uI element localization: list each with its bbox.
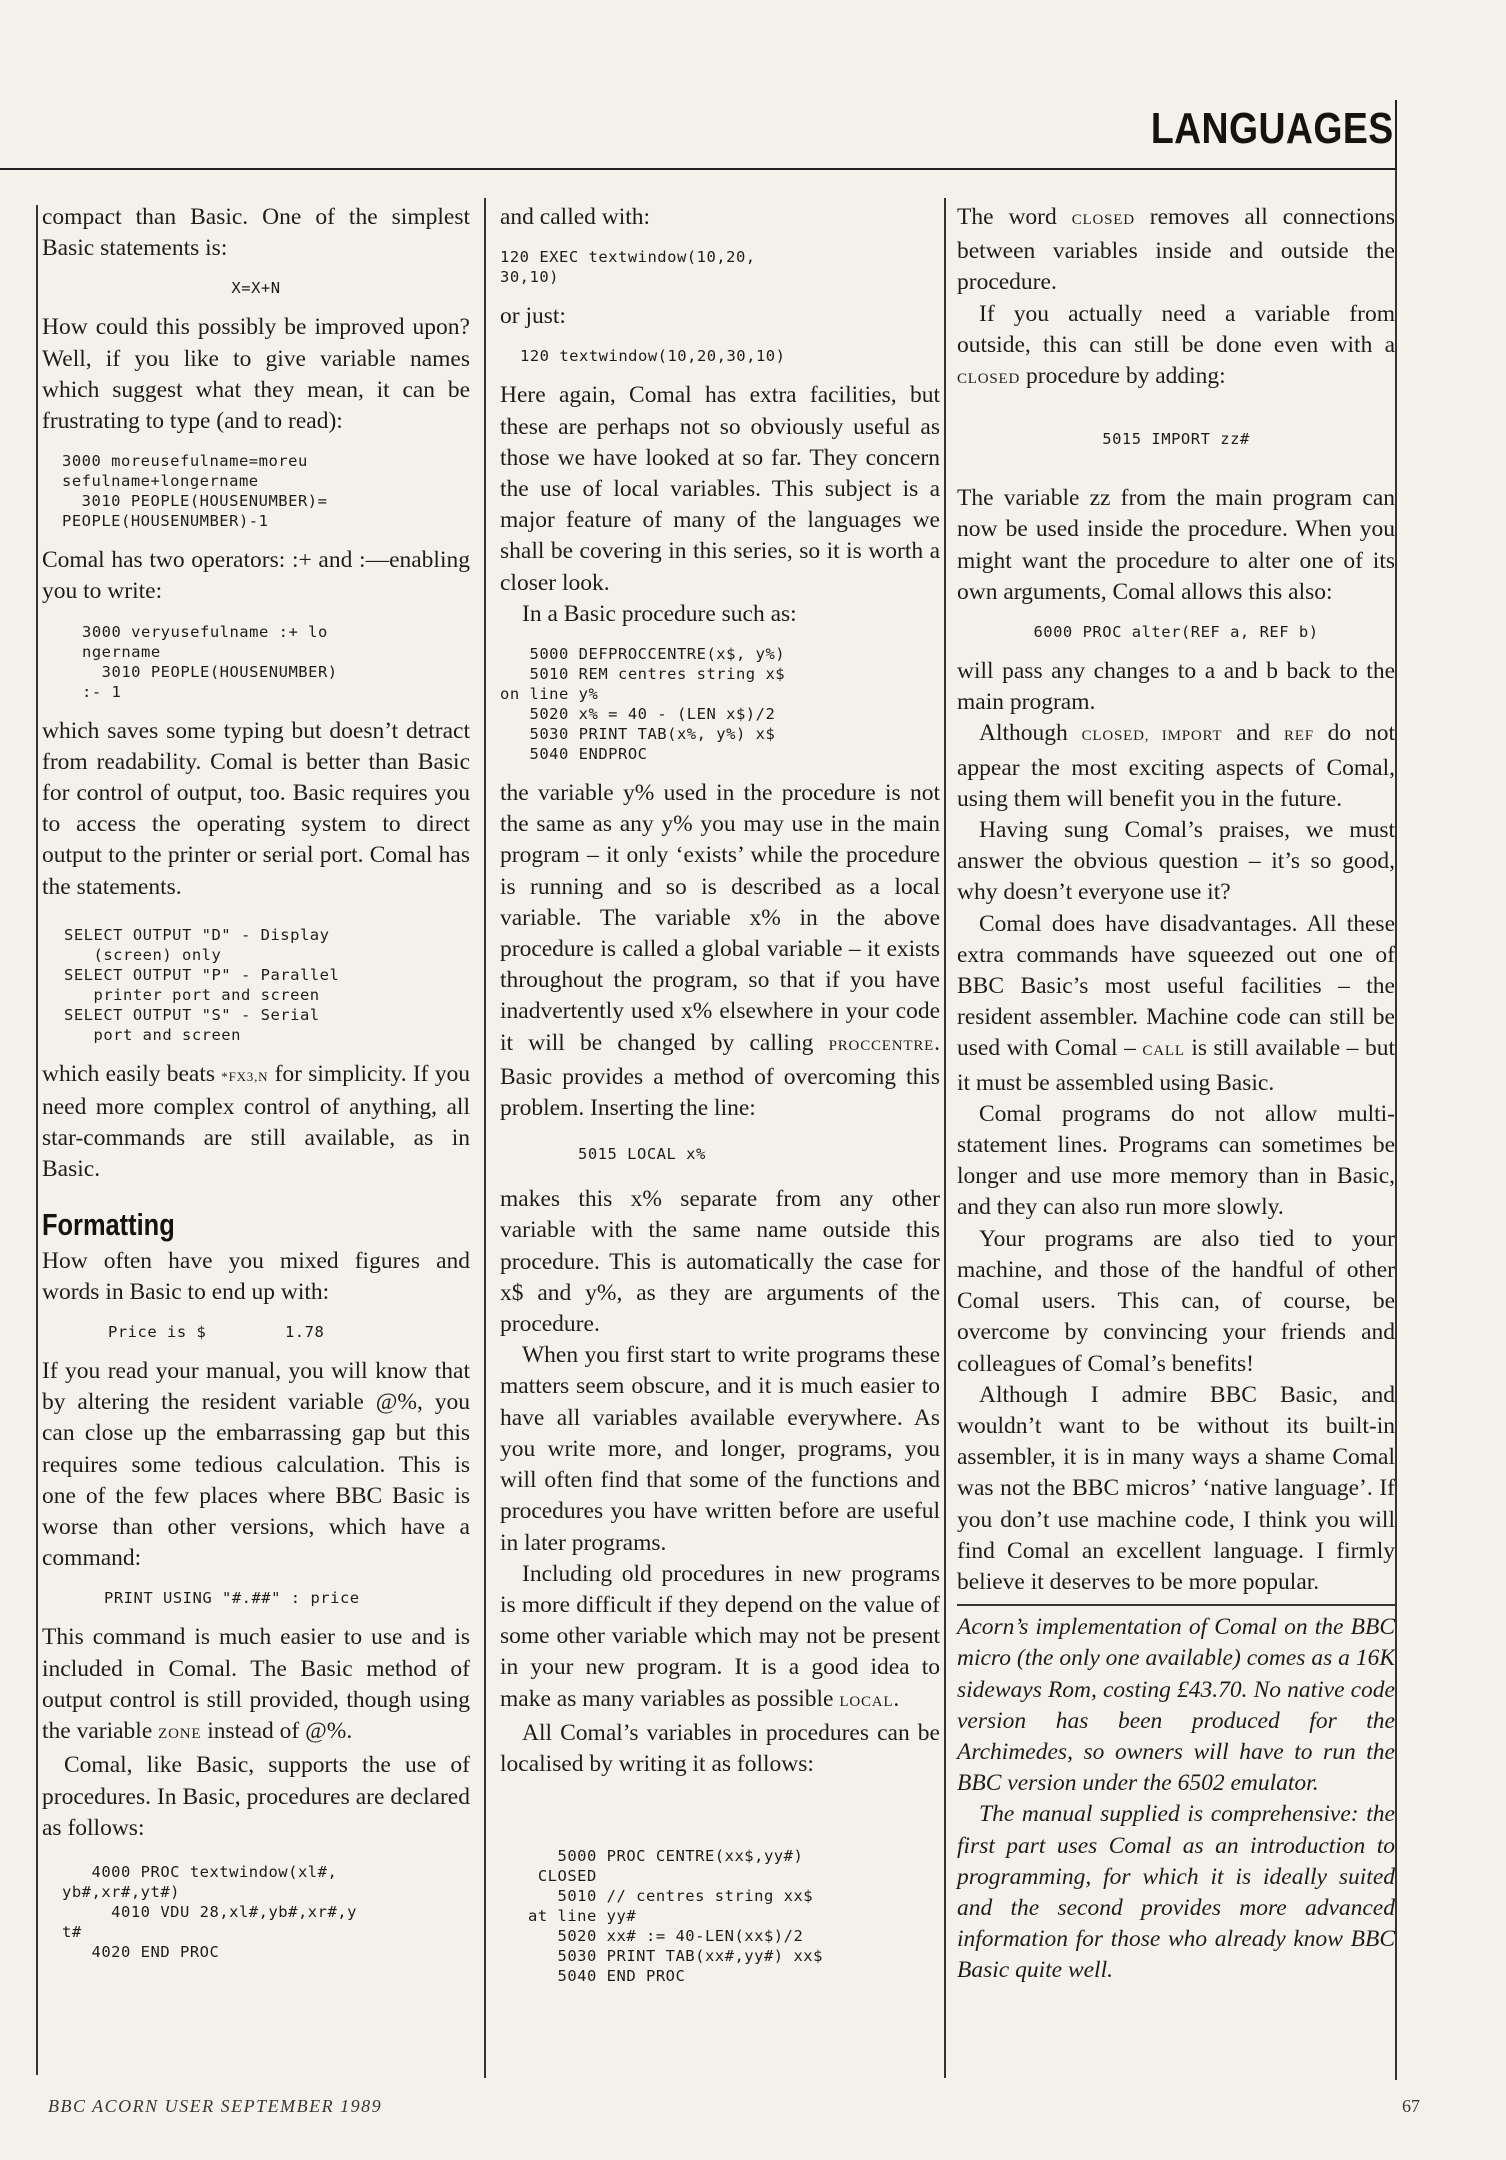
page-number: 67 — [1402, 2096, 1420, 2116]
code-listing: 6000 PROC alter(REF a, REF b) — [1033, 623, 1319, 642]
code-listing: 5000 DEFPROCCENTRE(x$, y%) 5010 REM centres string x$ on line y% 5020 x% = 40 - (LEN x$)/2 5030 PRINT TAB(x%, y%) x$ 5040 ENDPROC — [500, 645, 786, 764]
note-divider — [957, 1604, 1395, 1606]
paragraph — [500, 778, 940, 1124]
text-run: . Basic provides a method of overcoming this problem. Inserting the line: — [500, 1029, 940, 1122]
code-listing: 4000 PROC textwindow(xl#, yb#,xr#,yt#) 4010 VDU 28,xl#,yb#,xr#,y t# 4020 END PROC — [62, 1862, 357, 1961]
text-run: Including old procedures in new programs is more difficult if they depend on the value of some other variable which may not be present in your new program. It is a good idea to make as many variables as possible — [500, 1560, 940, 1712]
text-run: Although — [979, 720, 1082, 747]
text-run: This command is much easier to use and is included in Comal. The Basic method of output control is still provided, though using the variable — [42, 1624, 470, 1745]
text-run: and — [1222, 720, 1284, 747]
column-rule-2-3 — [944, 198, 946, 2078]
paragraph: Your programs are also tied to your machine, and those of the handful of other Comal users. This can, of course, be overcome by convincing your friends and colleagues of Comal’s benefits! — [957, 1225, 1395, 1377]
text-run: . — [893, 1685, 900, 1712]
footer-publication: BBC ACORN USER SEPTEMBER 1989 — [48, 2096, 383, 2116]
paragraph — [42, 716, 470, 903]
code-listing: PRINT USING "#.##" : price — [104, 1589, 360, 1608]
paragraph — [957, 299, 1395, 396]
header-vertical-rule — [1395, 100, 1397, 170]
small-caps: CLOSED — [1071, 212, 1135, 228]
section-title: LANGUAGES — [1151, 104, 1394, 153]
subheading: Formatting — [42, 1206, 175, 1242]
header-rule — [0, 168, 1396, 170]
code-listing: 5000 PROC CENTRE(xx$,yy#) CLOSED 5010 // centres string xx$ at line yy# 5020 xx# := 40-LEN(xx$)/2 5030 PRINT TAB(xx#,yy#) xx$ 5040 END PROC — [528, 1847, 823, 1986]
text-run: removes all connections between variables inside and outside the procedure. — [957, 204, 1395, 296]
paragraph: The variable zz from the main program can now be used inside the procedure. When you might want the procedure to alter one of its own arguments, Comal allows this also: — [957, 485, 1395, 605]
paragraph: If you read your manual, you will know that by altering the resident variable @%, you can close up the embarrassing gap but this requires some tedious calculation. This is one of the few places where BBC Basic is worse than other versions, which have a command: — [42, 1358, 470, 1572]
column-rule-1-2 — [484, 198, 486, 2078]
paragraph: Comal, like Basic, supports the use of procedures. In Basic, procedures are declared as follows: — [42, 1752, 470, 1841]
text-run: The word — [957, 204, 1072, 230]
small-caps: CLOSED, IMPORT — [1081, 728, 1223, 745]
small-caps: PROCCENTRE — [828, 1037, 935, 1054]
text-run: for simplicity. If you need more complex control of anything, all star-commands are still available, as in Basic. — [42, 1060, 470, 1183]
text-run: is still available – but it must be assembled using Basic. — [957, 1035, 1395, 1096]
note-paragraph: Acorn’s implementation of Comal on the BBC micro (the only one available) comes as a 16K sideways Rom, costing £43.70. No native code version has been produced for the Archimedes, so owners will have to run the BBC version under the 6502 emulator. — [957, 1614, 1395, 1797]
text-run: If you actually need a variable from outside, this can still be done even with a — [957, 300, 1395, 358]
code-listing: 120 textwindow(10,20,30,10) — [520, 347, 786, 366]
paragraph: Comal programs do not allow multi-statement lines. Programs can sometimes be longer and use more memory than in Basic, and they can also run more slowly. — [957, 1100, 1395, 1221]
paragraph: will pass any changes to a and b back to the main program. — [957, 658, 1395, 716]
paragraph — [957, 202, 1395, 299]
code-listing: 3000 moreusefulname=moreu sefulname+longername 3010 PEOPLE(HOUSENUMBER)= PEOPLE(HOUSENUMBER)-1 — [62, 452, 328, 531]
paragraph: makes this x% separate from any other variable with the same name outside this procedure. This is automatically the case for x$ and y%, as they are arguments of the procedure. — [500, 1186, 940, 1338]
inline-code: *FX3,N — [221, 1068, 269, 1084]
paragraph: Comal has two operators: :+ and :—enabling you to write: — [42, 547, 470, 605]
text-run: which saves some typing but doesn’t detract from readability. Comal is better than Basic for control of output, too. Basic requires you to access the operating system to direct output to the printer or serial port. Comal has the statements. — [42, 717, 470, 900]
paragraph: When you first start to write programs these matters seem obscure, and it is much easier to have all variables available everywhere. As you write more, and longer, programs, you will often find that some of the functions and procedures you have written before are useful in later programs. — [500, 1342, 940, 1556]
paragraph: How often have you mixed figures and words in Basic to end up with: — [42, 1247, 470, 1305]
paragraph: In a Basic procedure such as: — [522, 600, 797, 627]
paragraph: Here again, Comal has extra facilities, but these are perhaps not so obviously useful as those we have looked at so far. They concern the use of local variables. This subject is a major feature of many of the languages we shall be covering in this series, so it is worth a closer look. — [500, 382, 940, 596]
paragraph: or just: — [500, 303, 566, 330]
small-caps: ZONE — [158, 1726, 202, 1743]
paragraph — [42, 1622, 470, 1750]
code-listing: X=X+N — [231, 279, 281, 298]
code-listing: 120 EXEC textwindow(10,20, 30,10) — [500, 248, 756, 287]
code-listing: 5015 LOCAL x% — [578, 1145, 706, 1164]
code-listing: 3000 veryusefulname :+ lo ngername 3010 PEOPLE(HOUSENUMBER) :- 1 — [82, 622, 338, 701]
column-1 — [42, 202, 470, 1976]
paragraph: and called with: — [500, 204, 651, 230]
column-2 — [500, 202, 940, 2000]
paragraph — [42, 1059, 470, 1186]
code-listing: SELECT OUTPUT "D" - Display (screen) only SELECT OUTPUT "P" - Parallel printer port and screen SELECT OUTPUT "S" - Serial port and screen — [64, 925, 340, 1044]
text-run: do not appear the most exciting aspects of Comal, using them will benefit you in the future. — [957, 720, 1396, 812]
paragraph: How could this possibly be improved upon? Well, if you like to give variable names which suggest what they mean, it can be frustrating to type (and to read): — [42, 314, 470, 435]
small-caps: REF — [1283, 728, 1314, 745]
small-caps: CALL — [1142, 1043, 1185, 1060]
code-listing: 5015 IMPORT zz# — [1102, 430, 1250, 449]
note-paragraph: The manual supplied is comprehensive: the first part uses Comal as an introduction to programming, for which it is ideally suited and the second provides more advanced information for those who already know BBC Basic quite well. — [957, 1801, 1395, 1984]
small-caps: LOCAL — [839, 1693, 894, 1710]
text-run: Comal does have disadvantages. All these extra commands have squeezed out one of BBC Basic’s most useful facilities – the resident assembler. Machine code can still be used with Comal – — [957, 910, 1395, 1062]
text-run: the variable y% used in the procedure is not the same as any y% you may use in the main program – it only ‘exists’ while the procedure is running and so is described as a local variable. The variable x% in the above procedure is called a global variable – it exists throughout the program, so that if you have inadvertently used x% elsewhere in your code it will be changed by calling — [500, 780, 940, 1056]
paragraph: All Comal’s variables in procedures can be localised by writing it as follows: — [500, 1719, 940, 1777]
paragraph: compact than Basic. One of the simplest Basic statements is: — [42, 204, 470, 262]
product-note — [957, 1612, 1395, 1986]
paragraph — [957, 718, 1395, 815]
text-run: procedure by adding: — [1020, 363, 1226, 390]
text-run: instead of @%. — [201, 1718, 353, 1745]
column-rule-right — [1395, 170, 1397, 2080]
text-run: which easily beats — [42, 1060, 222, 1087]
paragraph: Although I admire BBC Basic, and wouldn’t want to be without its built-in assembler, it is in many ways a shame Comal was not the BBC micros’ ‘native language’. If you don’t use machine code, I think you will find Comal an excellent language. I firmly believe it deserves to be more popular. — [957, 1381, 1395, 1595]
small-caps: CLOSED — [957, 371, 1021, 388]
column-rule-left — [36, 205, 38, 2075]
paragraph — [957, 909, 1395, 1099]
code-listing: Price is $ 1.78 — [108, 1323, 325, 1342]
paragraph — [500, 1559, 940, 1718]
paragraph: Having sung Comal’s praises, we must answer the obvious question – it’s so good, why doesn’t everyone use it? — [957, 817, 1395, 906]
column-3 — [957, 202, 1395, 1987]
